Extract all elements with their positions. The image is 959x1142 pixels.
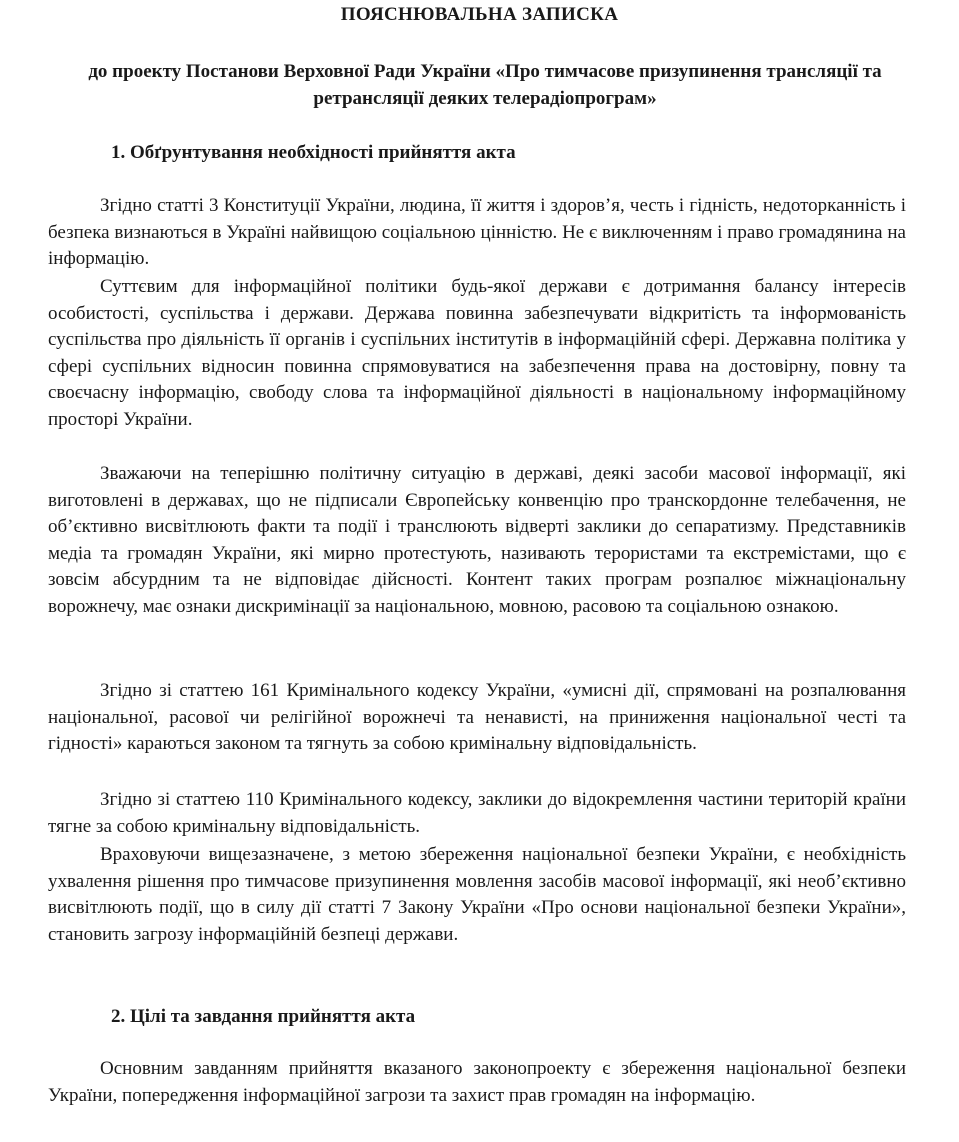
- section-1-paragraph-2: Суттєвим для інформаційної політики будь-якої держави є дотримання балансу інтересів особистості, суспільства і держави. Держава повинна забезпечувати відкритість та інформованість суспільства про діяльність її органів і суспільних інститутів в інформаційній сфері. Державна політика у сфері суспільних відносин повинна спрямовуватися на забезпечення права на достовірну, повну та своєчасну інформацію, свободу слова та інформаційної діяльності в національному інформаційному просторі України.: [48, 276, 906, 430]
- document-title: ПОЯСНЮВАЛЬНА ЗАПИСКА: [340, 4, 619, 25]
- section-1-paragraph-6: Враховуючи вищезазначене, з метою збереження національної безпеки України, є необхідність ухвалення рішення про тимчасове призупинення мовлення засобів масової інформації, які необ’єктивно висвітлюють події, що в силу дії статті 7 Закону України «Про основи національної безпеки України», становить загрозу інформаційній безпеці держави.: [48, 844, 906, 945]
- section-1-paragraph-1: Згідно статті 3 Конституції України, людина, її життя і здоров’я, честь і гідність, недоторканність і безпека визнаються в Україні найвищою соціальною цінністю. Не є виключенням і право громадянина на інформацію.: [48, 195, 906, 269]
- section-2-paragraph-1: Основним завданням прийняття вказаного законопроекту є збереження національної безпеки України, попередження інформаційної загрози та захист прав громадян на інформацію.: [48, 1058, 906, 1106]
- section-1-paragraph-3: Зважаючи на теперішню політичну ситуацію в державі, деякі засоби масової інформації, які виготовлені в державах, що не підписали Європейську конвенцію про транскордонне телебачення, не об’єктивно висвітлюють факти та події і транслюють відверті заклики до сепаратизму. Представників медіа та громадян України, які мирно протестують, називають терористами та екстремістами, що є зовсім абсурдним та не відповідає дійсності. Контент таких програм розпалює міжнаціональну ворожнечу, має ознаки дискримінації за національною, мовною, расовою та соціальною ознакою.: [48, 463, 906, 617]
- document-subtitle: до проекту Постанови Верховної Ради України «Про тимчасове призупинення трансляції та ретрансляції деяких телерадіопрограм»: [88, 61, 882, 109]
- section-1-paragraph-5: Згідно зі статтею 110 Кримінального кодексу, заклики до відокремлення частини територій країни тягне за собою кримінальну відповідальність.: [48, 789, 906, 837]
- section-2-heading: 2. Цілі та завдання прийняття акта: [111, 1006, 416, 1027]
- section-1-heading: 1. Обґрунтування необхідності прийняття акта: [111, 142, 516, 163]
- section-1-paragraph-4: Згідно зі статтею 161 Кримінального кодексу України, «умисні дії, спрямовані на розпалювання національної, расової чи релігійної ворожнечі та ненависті, на приниження національної честі та гідності» караються законом та тягнуть за собою кримінальну відповідальність.: [48, 680, 906, 754]
